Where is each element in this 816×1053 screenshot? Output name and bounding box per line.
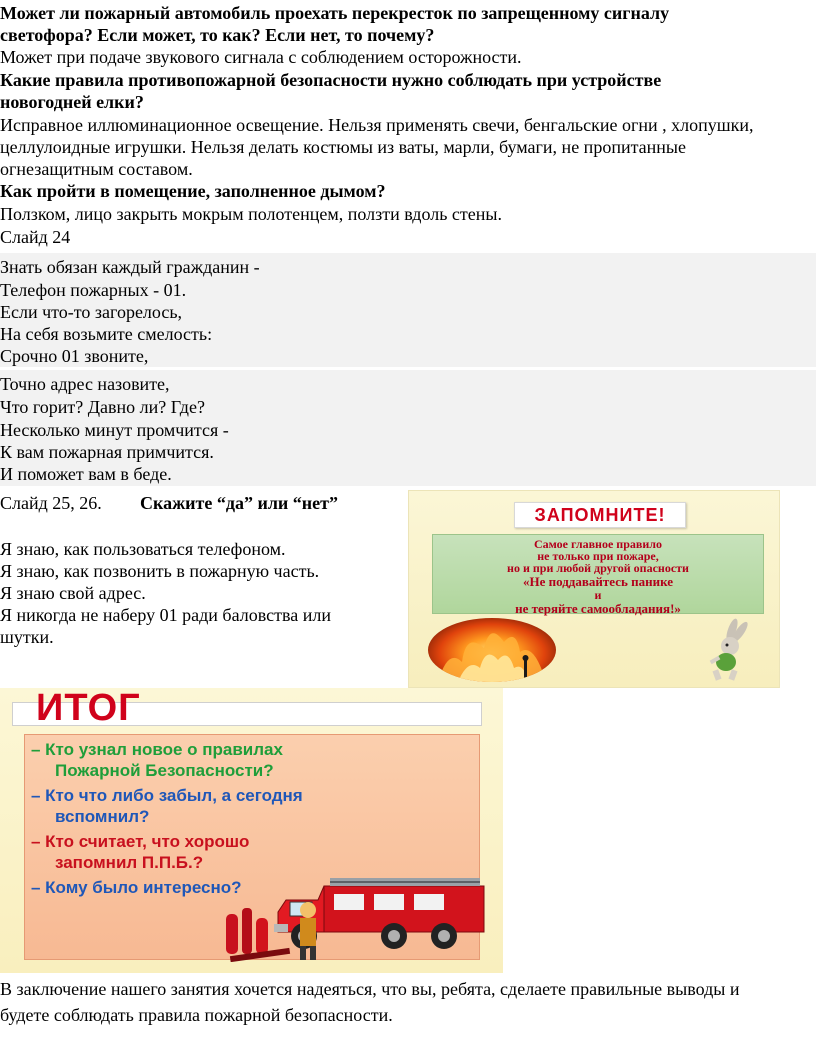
answer-2-line-3: огнезащитным составом. (0, 159, 193, 179)
bunny-icon (696, 618, 756, 682)
summary-question: – Кто что либо забыл, а сегодня вспомнил? (31, 786, 303, 826)
statement-line: Я знаю, как позвонить в пожарную часть. (0, 561, 320, 581)
question-1-line-1: Может ли пожарный автомобиль проехать перекресток по запрещенному сигналу (0, 3, 670, 23)
slide-25-26-title: Скажите “да” или “нет” (140, 493, 338, 513)
remember-slide-title: ЗАПОМНИТЕ! (514, 502, 686, 528)
poem-line: Телефон пожарных - 01. (0, 280, 187, 300)
slide-24-label: Слайд 24 (0, 227, 71, 247)
poem-line: Срочно 01 звоните, (0, 346, 149, 366)
statement-line: Я никогда не наберу 01 ради баловства или (0, 605, 331, 625)
fire-photo (428, 618, 556, 682)
question-3: Как пройти в помещение, заполненное дымом? (0, 181, 386, 201)
statement-line: шутки. (0, 627, 54, 647)
answer-2-line-1: Исправное иллюминационное освещение. Нельзя применять свечи, бенгальские огни , хлопушки, (0, 115, 754, 135)
summary-question: – Кому было интересно? (31, 878, 242, 897)
answer-3: Ползком, лицо закрыть мокрым полотенцем, ползти вдоль стены. (0, 204, 502, 224)
poem-line: Если что-то загорелось, (0, 302, 183, 322)
conclusion-line-1: В заключение нашего занятия хочется надеяться, что вы, ребята, сделаете правильные выводы и (0, 979, 740, 999)
poem-line: Несколько минут промчится - (0, 420, 229, 440)
rule-line: но и при любой другой опасности (507, 561, 689, 575)
poem-line: Что горит? Давно ли? Где? (0, 397, 205, 417)
rule-line: не только при пожаре, (537, 549, 659, 563)
conclusion-line-2: будете соблюдать правила пожарной безопасности. (0, 1005, 393, 1025)
answer-2-line-2: целлулоидные игрушки. Нельзя делать костюмы из ваты, марли, бумаги, не пропитанные (0, 137, 687, 157)
question-2-line-1: Какие правила противопожарной безопасности нужно соблюдать при устройстве (0, 70, 662, 90)
answer-1: Может при подаче звукового сигнала с соблюдением осторожности. (0, 47, 522, 67)
question-1-line-2: светофора? Если может, то как? Если нет, то почему? (0, 25, 435, 45)
poem-line: И поможет вам в беде. (0, 464, 172, 484)
poem-line: К вам пожарная примчится. (0, 442, 214, 462)
rule-line: «Не поддавайтесь панике (522, 574, 674, 589)
summary-question: – Кто считает, что хорошо запомнил П.П.Б.? (31, 832, 250, 872)
rule-line: Самое главное правило (533, 537, 662, 551)
remember-slide-image (408, 490, 780, 688)
poem-line: Знать обязан каждый гражданин - (0, 257, 260, 277)
slide-25-26-label: Слайд 25, 26. (0, 493, 102, 513)
poem-line: Точно адрес назовите, (0, 374, 170, 394)
summary-slide-title: ИТОГ (36, 687, 141, 729)
remember-slide-rule-box (432, 534, 764, 614)
summary-question: – Кто узнал новое о правилах Пожарной Безопасности? (31, 740, 283, 780)
poem-line: На себя возьмите смелость: (0, 324, 213, 344)
rule-line: и (594, 588, 602, 602)
statement-line: Я знаю свой адрес. (0, 583, 146, 603)
question-2-line-2: новогодней елки? (0, 92, 144, 112)
summary-slide-image (0, 688, 503, 973)
rule-line: не теряйте самообладания!» (515, 601, 681, 616)
fire-equipment-icon (220, 900, 330, 962)
statement-line: Я знаю, как пользоваться телефоном. (0, 539, 286, 559)
